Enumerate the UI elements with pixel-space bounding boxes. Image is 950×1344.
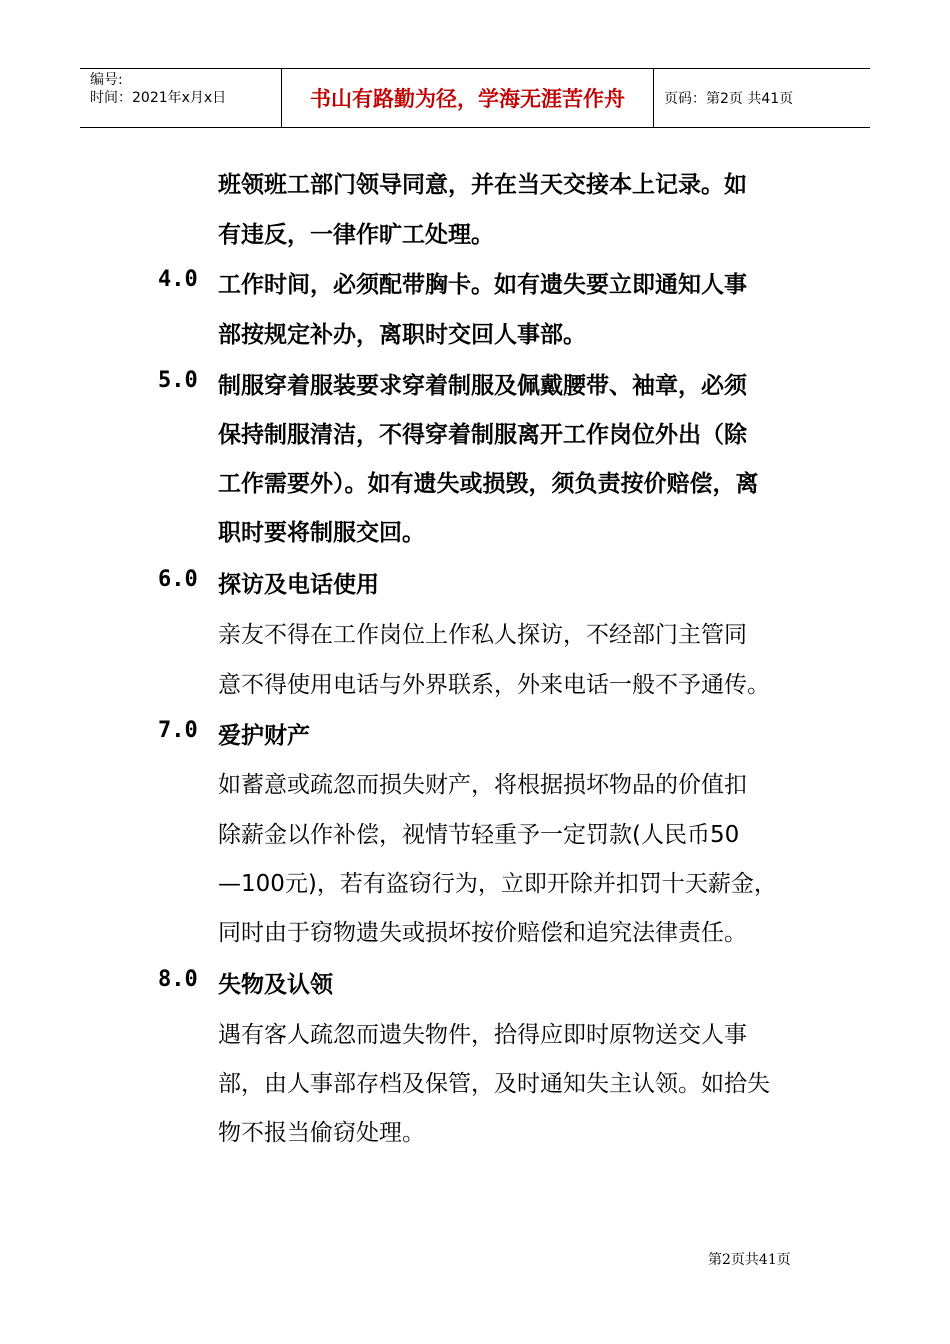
body-line: 有违反，一律作旷工处理。: [218, 222, 494, 248]
header-page-label: 页码：第2页 共41页: [664, 91, 794, 107]
section-number: 4.0: [158, 267, 198, 292]
document-time-label: 时间：2021年x月x日: [90, 90, 227, 106]
body-line: 工作时间，必须配带胸卡。如有遗失要立即通知人事: [218, 272, 747, 298]
body-line: 班领班工部门领导同意，并在当天交接本上记录。如: [218, 172, 747, 198]
body-line: 物不报当偷窃处理。: [218, 1120, 425, 1146]
section-number: 6.0: [158, 567, 198, 592]
body-line: 职时要将制服交回。: [218, 520, 425, 546]
header-motto: 书山有路勤为径，学海无涯苦作舟: [282, 69, 654, 127]
header-meta: [80, 69, 282, 127]
body-line: 如蓄意或疏忽而损失财产，将根据损坏物品的价值扣: [218, 772, 747, 798]
body-line: 部按规定补办，离职时交回人事部。: [218, 322, 586, 348]
page-header: [80, 68, 870, 128]
body-line: 工作需要外）。如有遗失或损毁，须负责按价赔偿，离: [218, 471, 759, 497]
section-title: 探访及电话使用: [218, 572, 379, 598]
section-title: 爱护财产: [218, 723, 310, 749]
body-line: 制服穿着服装要求穿着制服及佩戴腰带、袖章，必须: [218, 373, 747, 399]
body-line: 除薪金以作补偿，视情节轻重予一定罚款(人民币50: [218, 822, 740, 848]
section-number: 8.0: [158, 967, 198, 992]
body-line: 同时由于窃物遗失或损坏按价赔偿和追究法律责任。: [218, 920, 747, 946]
section-title: 失物及认领: [218, 972, 333, 998]
body-line: 亲友不得在工作岗位上作私人探访，不经部门主管同: [218, 622, 747, 648]
body-line: 保持制服清洁，不得穿着制服离开工作岗位外出（除: [218, 422, 747, 448]
body-line: —100元)，若有盗窃行为，立即开除并扣罚十天薪金，: [218, 871, 777, 897]
body-line: 部，由人事部存档及保管，及时通知失主认领。如拾失: [218, 1071, 770, 1097]
body-line: 意不得使用电话与外界联系，外来电话一般不予通传。: [218, 672, 770, 698]
page-footer: 第2页共41页: [708, 1252, 791, 1268]
body-line: 遇有客人疏忽而遗失物件，拾得应即时原物送交人事: [218, 1022, 747, 1048]
section-number: 7.0: [158, 718, 198, 743]
section-number: 5.0: [158, 368, 198, 393]
document-number-label: 编号:: [90, 72, 123, 88]
